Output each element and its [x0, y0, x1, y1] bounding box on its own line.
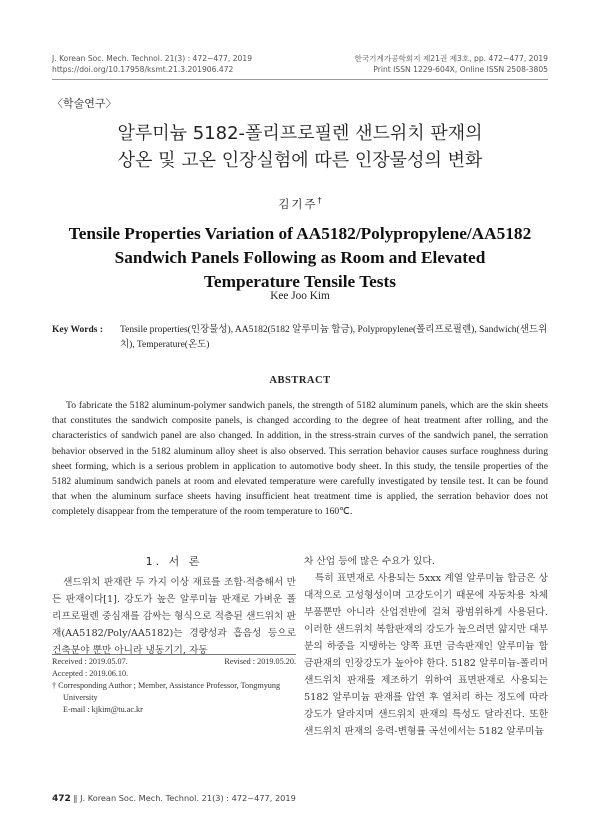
author-en: Kee Joo Kim: [270, 290, 330, 302]
title-ko-line-1: 알루미늄 5182-폴리프로필렌 샌드위치 판재의: [117, 123, 483, 144]
body-column-left: [52, 553, 296, 659]
title-en: [0, 222, 600, 294]
footnote: [52, 656, 296, 716]
doi-link[interactable]: https://doi.org/10.17958/ksmt.21.3.201906.472: [52, 65, 234, 74]
page-footer: 472 ‖ J. Korean Soc. Mech. Technol. 21(3) : 472~477, 2019: [52, 793, 296, 804]
received-date: Received : 2019.05.07.: [52, 657, 128, 666]
author-ko-name: 김기주: [278, 197, 318, 211]
accepted-date: Accepted : 2019.06.10.: [52, 669, 129, 678]
intro-paragraph-1: 샌드위치 판재란 두 가지 이상 재료를 조합·적층해서 만든 판재이다[1]. 강도가 높은 알루미늄 판재로 가벼운 폴리프로필렌 중심재를 감싸는 형식으로 적층된 샌드위치 판재(AA5182/Poly/AA5182)는 경량성과 흡음성 등으로 건축분야 뿐만 아니라 냉동기기, 자동: [52, 577, 296, 656]
title-en-line-1: Tensile Properties Variation of AA5182/Polypropylene/AA5182: [68, 224, 532, 243]
article-category: 〈학술연구〉: [52, 97, 117, 110]
author-ko: [0, 196, 600, 212]
title-en-line-3: Temperature Tensile Tests: [203, 272, 397, 291]
abstract-heading: ABSTRACT: [269, 375, 331, 386]
footer-citation: J. Korean Soc. Mech. Technol. 21(3) : 472~477, 2019: [80, 793, 296, 803]
author-email[interactable]: E-mail : kjkim@tu.ac.kr: [63, 705, 143, 714]
footnote-dates: [52, 656, 296, 668]
intro-paragraph-1-continued: 차 산업 등에 많은 수요가 있다.: [304, 556, 435, 567]
abstract-text: To fabricate the 5182 aluminum-polymer sandwich panels, the strength of 5182 aluminum panels, which are the skin sheets that constitutes the sandwich composite panels, is changed according to the degree of heat treatment after rolling, and the characteristics of sandwich panel are also changed. In addition, in the stress-strain curves of the sandwich panel, the serration behavior observed in the 5182 aluminum alloy sheet is also observed. This serration behavior causes surface roughness during sheet forming, which is a serious problem in application to automotive body sheet. In this study, the tensile properties of the 5182 aluminum sandwich panels at room and elevated temperature were carefully investigated by tensile test. It can be found that when the aluminum surface sheets having insufficient heat treatment time is applied, the serration behavior does not completely disappear from the temperature of the room temperature to 160℃.: [52, 400, 548, 518]
header-divider: [52, 79, 548, 80]
keywords-label: Key Words :: [52, 325, 104, 335]
keywords: [52, 323, 548, 353]
intro-paragraph-2: 특히 표면재로 사용되는 5xxx 계열 알루미늄 합금은 상대적으로 고성형성이며 고강도이기 때문에 자동차용 차체 부품뿐만 아니라 산업전반에 걸쳐 광범위하게 사용된다. 이러한 샌드위치 복합판재의 강도가 높으려면 얇지만 대부분의 하중을 지탱하는 양쪽 표면 금속판재인 알루미늄 합금판재의 인장강도가 높아야 한다. 5182 알루미늄-폴리머 샌드위치 판재를 제조하기 위하여 표면판재로 사용되는 5182 알루미늄 판재를 압연 후 열처리 하는 정도에 따라 강도가 달라지며 샌드위치 판재의 특성도 달라진다. 또한 샌드위치 판재의 응력-변형률 곡선에서는 5182 알루미늄: [304, 573, 548, 737]
title-ko-line-2: 상온 및 고온 인장실험에 따른 인장물성의 변화: [117, 150, 483, 171]
journal-citation: J. Korean Soc. Mech. Technol. 21(3) : 472~477, 2019: [52, 54, 253, 63]
section-heading-introduction: 1. 서 론: [145, 555, 203, 568]
title-en-line-2: Sandwich Panels Following as Room and Elevated: [114, 248, 486, 267]
keywords-text: Tensile properties(인장물성), AA5182(5182 알루미늄 합금), Polypropylene(폴리프로필렌), Sandwich(샌드위치), Temperature(온도): [120, 325, 548, 350]
body-column-right: [304, 553, 548, 740]
corresponding-author: † Corresponding Author ; Member, Assistance Professor, Tongmyung University: [52, 681, 281, 702]
corresponding-mark: †: [317, 196, 322, 206]
running-header-right: [355, 53, 548, 75]
revised-date: Revised : 2019.05.20.: [224, 657, 296, 666]
journal-name-ko: 한국기계가공학회지 제21권 제3호, pp. 472~477, 2019: [354, 54, 548, 63]
page-number: 472: [52, 794, 71, 804]
footnote-divider: [52, 654, 296, 655]
issn-info: Print ISSN 1229-604X, Online ISSN 2508-3805: [373, 65, 548, 74]
running-header-left: [52, 53, 252, 75]
